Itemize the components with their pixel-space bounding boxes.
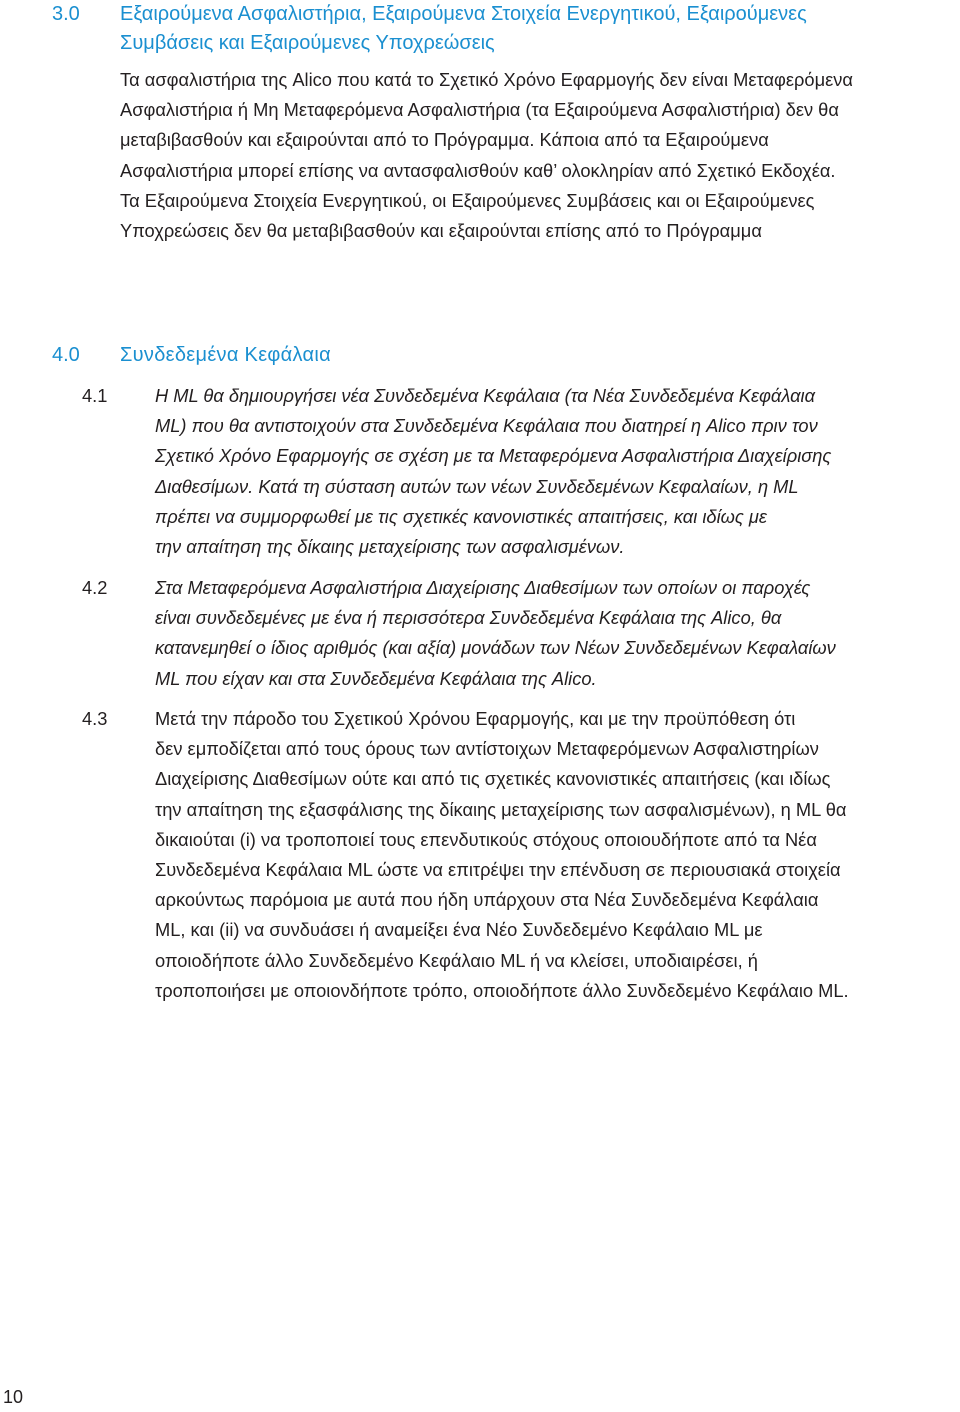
- section-3-title: Εξαιρούμενα Ασφαλιστήρια, Εξαιρούμενα Στοιχεία Ενεργητικού, Εξαιρούμενες Συμβάσεις και Εξαιρούμενες Υποχρεώσεις: [120, 3, 807, 54]
- clause-text: Η ML θα δημιουργήσει νέα Συνδεδεμένα Κεφάλαια (τα Νέα Συνδεδεμένα Κεφάλαια ML) που θα αντιστοιχούν στα Συνδεδεμένα Κεφάλαια που διατηρεί η Alico πριν τον Σχετικό Χρόνο Εφαρμογής σε σχέση με τα Μεταφερόμενα Ασφαλιστήρια Διαχείρισης Διαθεσίμων. Κατά τη σύσταση αυτών των νέων Συνδεδεμένων Κεφαλαίων, η ML πρέπει να συμμορφωθεί με τις σχετικές κανονιστικές απαιτήσεις, και ιδίως με την απαίτηση της δίκαιης μεταχείρισης των ασφαλισμένων.: [155, 385, 832, 558]
- clause-number: 4.1: [82, 385, 108, 406]
- section-3-number: 3.0: [52, 3, 80, 25]
- section-4-title: Συνδεδεμένα Κεφάλαια: [120, 344, 332, 366]
- section-3-paragraph: Τα ασφαλιστήρια της Alico που κατά το Σχετικό Χρόνο Εφαρμογής δεν είναι Μεταφερόμενα Ασφαλιστήρια ή Μη Μεταφερόμενα Ασφαλιστήρια (τα Εξαιρούμενα Ασφαλιστήρια) δεν θα μεταβιβασθούν και εξαιρούνται από το Πρόγραμμα. Κάποια από τα Εξαιρούμενα Ασφαλιστήρια μπορεί επίσης να αντασφαλισθούν καθ’ ολοκληρίαν από Σχετικό Εκδοχέα. Τα Εξαιρούμενα Στοιχεία Ενεργητικού, οι Εξαιρούμενες Συμβάσεις και οι Εξαιρούμενες Υποχρεώσεις δεν θα μεταβιβασθούν και εξαιρούνται επίσης από το Πρόγραμμα: [120, 69, 853, 242]
- clause-number: 4.3: [82, 708, 108, 729]
- section-4-number: 4.0: [52, 344, 80, 366]
- clause-text: Στα Μεταφερόμενα Ασφαλιστήρια Διαχείρισης Διαθεσίμων των οποίων οι παροχές είναι συνδεδεμένες με ένα ή περισσότερα Συνδεδεμένα Κεφάλαια της Alico, θα κατανεμηθεί ο ίδιος αριθμός (και αξία) μονάδων των Νέων Συνδεδεμένων Κεφαλαίων ML που είχαν και στα Συνδεδεμένα Κεφάλαια της Alico.: [155, 577, 836, 689]
- page-number: 10: [3, 1387, 24, 1407]
- clause-number: 4.2: [82, 577, 108, 598]
- clause-text: Μετά την πάροδο του Σχετικού Χρόνου Εφαρμογής, και με την προϋπόθεση ότι δεν εμποδίζεται από τους όρους των αντίστοιχων Μεταφερόμενων Ασφαλιστηρίων Διαχείρισης Διαθεσίμων ούτε και από τις σχετικές κανονιστικές απαιτήσεις (και ιδίως την απαίτηση της εξασφάλισης της δίκαιης μεταχείρισης των ασφαλισμένων), η ML θα δικαιούται (i) να τροποποιεί τους επενδυτικούς στόχους οποιουδήποτε από τα Νέα Συνδεδεμένα Κεφάλαια ML ώστε να επιτρέψει την επένδυση σε περιουσιακά στοιχεία αρκούντως παρόμοια με αυτά που ήδη υπάρχουν στα Νέα Συνδεδεμένα Κεφάλαια ML, και (ii) να συνδυάσει ή αναμείξει ένα Νέο Συνδεδεμένο Κεφάλαιο ML με οποιοδήποτε άλλο Συνδεδεμένο Κεφάλαιο ML ή να κλείσει, υποδιαιρέσει, ή τροποποιήσει με οποιονδήποτε τρόπο, οποιοδήποτε άλλο Συνδεδεμένο Κεφάλαιο ML.: [155, 708, 849, 1001]
